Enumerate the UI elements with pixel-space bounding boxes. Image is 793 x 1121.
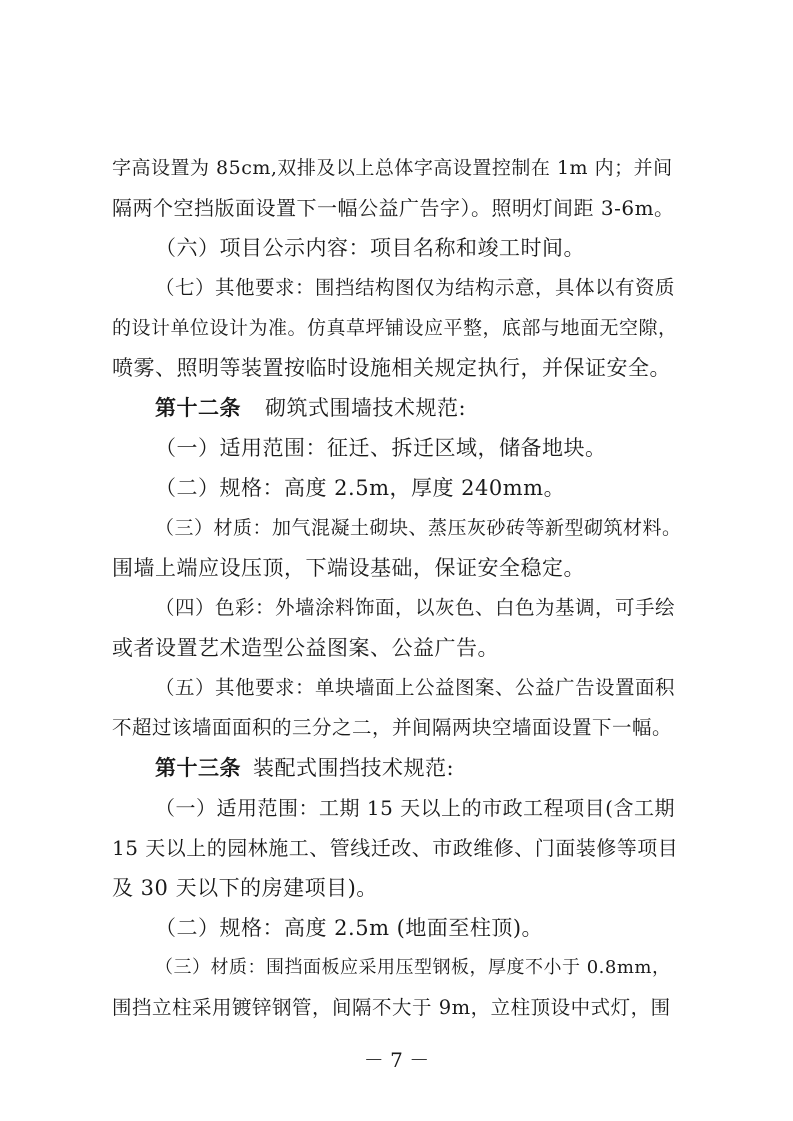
article-heading [155, 753, 454, 783]
text-line: （一）适用范围：工期 15 天以上的市政工程项目(含工期 [155, 796, 675, 820]
text-line: 喷雾、照明等装置按临时设施相关规定执行，并保证安全。 [112, 356, 671, 380]
text-line: （六）项目公示内容：项目名称和竣工时间。 [155, 236, 585, 260]
text-line: 围墙上端应设压顶，下端设基础，保证安全稳定。 [112, 556, 585, 580]
text-line: （五）其他要求：单块墙面上公益图案、公益广告设置面积 [155, 676, 676, 699]
page-number: － 7 － [363, 1048, 430, 1072]
article-number: 第十二条 [155, 395, 241, 420]
text-line: （三）材质：加气混凝土砌块、蒸压灰砂砖等新型砌筑材料。 [155, 517, 682, 539]
text-line: （七）其他要求：围挡结构图仅为结构示意，具体以有资质 [155, 276, 676, 299]
text-line: 15 天以上的园林施工、管线迁改、市政维修、门面装修等项目 [112, 836, 679, 860]
text-line: 或者设置艺术造型公益图案、公益广告。 [112, 636, 499, 660]
text-line: 字高设置为 85cm,双排及以上总体字高设置控制在 1m 内；并间 [112, 157, 673, 179]
text-line: 的设计单位设计为准。仿真草坪铺设应平整，底部与地面无空隙， [112, 317, 678, 339]
text-line: 及 30 天以下的房建项目)。 [112, 876, 378, 900]
article-title: 砌筑式围墙技术规范: [265, 396, 467, 420]
text-line: （二）规格：高度 2.5m (地面至柱顶)。 [155, 916, 544, 940]
text-line: 不超过该墙面面积的三分之二，并间隔两块空墙面设置下一幅。 [112, 716, 673, 739]
article-heading [155, 393, 466, 423]
article-number: 第十三条 [155, 755, 241, 780]
text-line: （三）材质：围挡面板应采用压型钢板，厚度不小于 0.8mm， [155, 957, 671, 978]
article-title: 装配式围挡技术规范: [253, 756, 455, 780]
text-line: 隔两个空挡版面设置下一幅公益广告字）。照明灯间距 3-6m。 [112, 196, 675, 220]
text-line: （四）色彩：外墙涂料饰面，以灰色、白色为基调，可手绘 [155, 596, 676, 619]
text-line: （二）规格：高度 2.5m，厚度 240mm。 [155, 476, 566, 500]
text-line: （一）适用范围：征迁、拆迁区域，储备地块。 [155, 436, 607, 460]
text-line: 围挡立柱采用镀锌钢管，间隔不大于 9m，立柱顶设中式灯，围 [112, 996, 671, 1019]
